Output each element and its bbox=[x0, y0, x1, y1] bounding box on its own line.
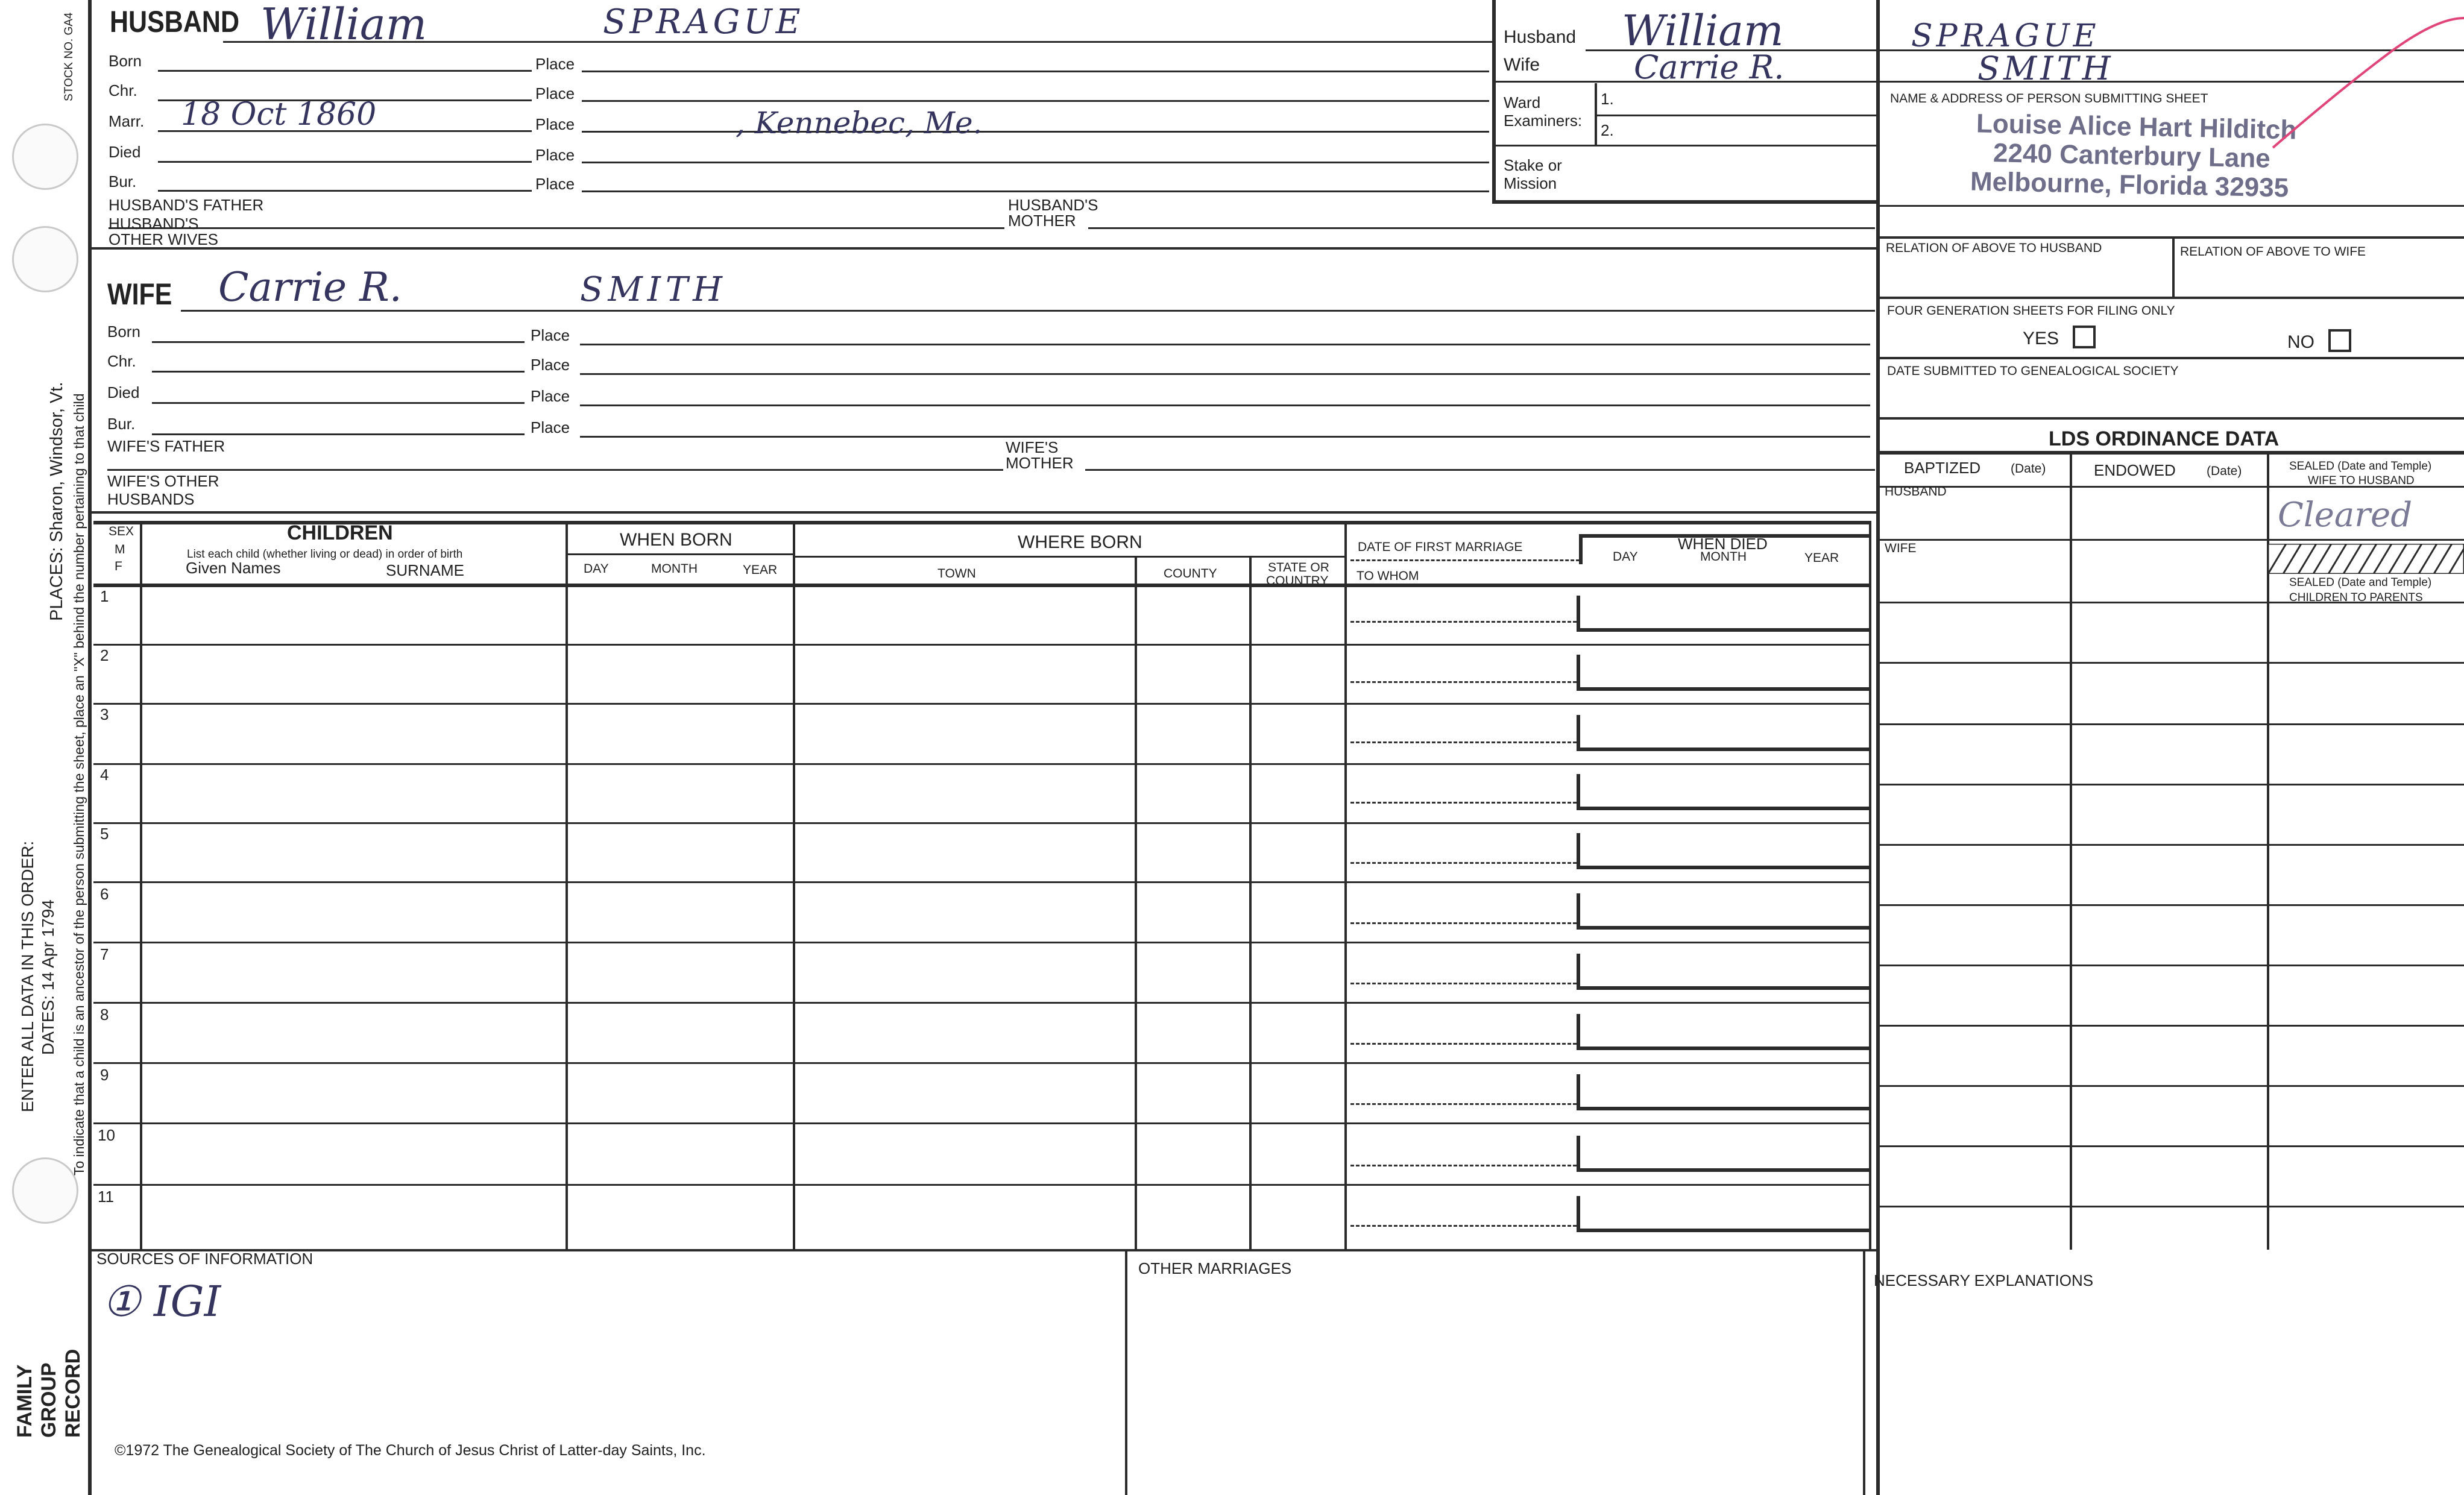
child-9-died-line bbox=[1577, 1107, 1869, 1110]
child-row-sep-6 bbox=[93, 942, 1869, 943]
child-number: 9 bbox=[100, 1066, 109, 1084]
husband-marr-place-line bbox=[582, 131, 1489, 133]
col-div-town bbox=[1135, 556, 1137, 1249]
child-row-sep-4 bbox=[93, 822, 1869, 824]
first-marriage-dash bbox=[1350, 559, 1580, 561]
child-number: 7 bbox=[100, 945, 109, 963]
child-8-died-line bbox=[1577, 1046, 1869, 1050]
child-7-died-line bbox=[1577, 986, 1869, 990]
husband-father-line bbox=[109, 227, 1004, 229]
husband-name-line bbox=[223, 41, 1492, 43]
wife-died-place-label: Place bbox=[531, 387, 570, 405]
husband-mother-label-2: MOTHER bbox=[1008, 212, 1076, 230]
date-submitted-label: DATE SUBMITTED TO GENEALOGICAL SOCIETY bbox=[1887, 364, 2179, 378]
other-marriages-label: OTHER MARRIAGES bbox=[1138, 1259, 1292, 1277]
husband-bur-label: Bur. bbox=[109, 172, 137, 190]
husband-section-bottom bbox=[88, 247, 1876, 250]
husband-marriage-place[interactable]: , Kennebec, Me. bbox=[736, 105, 983, 140]
no-checkbox[interactable] bbox=[2328, 329, 2351, 352]
child-6-to-whom-dash bbox=[1350, 922, 1577, 924]
child-11-died-box bbox=[1577, 1196, 1580, 1230]
ward-label: Ward bbox=[1504, 93, 1541, 112]
lds-header-bottom bbox=[1876, 486, 2464, 488]
child-number: 11 bbox=[98, 1188, 114, 1206]
wife-born-place-line bbox=[580, 344, 1870, 345]
died-month-label: MONTH bbox=[1700, 550, 1747, 564]
born-day-label: DAY bbox=[584, 562, 609, 576]
wife-mother-label-2: MOTHER bbox=[1006, 454, 1074, 472]
lds-title: LDS ORDINANCE DATA bbox=[2049, 427, 2280, 450]
lds-wife-label: WIFE bbox=[1885, 541, 1917, 555]
wife-given-name[interactable]: Carrie R. bbox=[218, 264, 402, 310]
wife-other-husbands-1: WIFE'S OTHER bbox=[107, 472, 219, 490]
children-surname: SURNAME bbox=[386, 561, 465, 579]
lds-sealed-label-2: WIFE TO HUSBAND bbox=[2308, 474, 2415, 487]
child-1-died-box bbox=[1577, 596, 1580, 629]
child-row-sep-5 bbox=[93, 881, 1869, 883]
husband-box-bottom-line bbox=[1492, 200, 1876, 204]
child-9-died-box bbox=[1577, 1074, 1580, 1108]
wife-born-date-line bbox=[152, 341, 525, 343]
four-gen-bottom bbox=[1876, 357, 2464, 359]
born-year-label: YEAR bbox=[743, 563, 778, 577]
lds-title-line bbox=[1876, 451, 2464, 455]
husband-died-place-line bbox=[582, 162, 1489, 163]
lds-child-row-6 bbox=[1876, 965, 2464, 966]
lds-child-row-7 bbox=[1876, 1025, 2464, 1027]
topright-wife-label: Wife bbox=[1504, 55, 1540, 75]
child-row-sep-10 bbox=[93, 1184, 1869, 1186]
wife-bur-place-label: Place bbox=[531, 418, 570, 436]
born-month-label: MONTH bbox=[651, 562, 698, 576]
form-left-border bbox=[88, 0, 92, 1495]
state-label-2: COUNTRY bbox=[1266, 574, 1329, 588]
examiner-2: 2. bbox=[1601, 121, 1614, 139]
lds-husband-label: HUSBAND bbox=[1885, 485, 1947, 499]
husband-given-name[interactable]: William bbox=[260, 0, 427, 49]
child-3-died-box bbox=[1577, 715, 1580, 749]
topright-wife-given[interactable]: Carrie R. bbox=[1634, 48, 1785, 86]
child-number: 3 bbox=[100, 705, 109, 723]
child-8-to-whom-dash bbox=[1350, 1043, 1577, 1045]
child-5-died-box bbox=[1577, 833, 1580, 867]
children-header-bottom bbox=[93, 584, 1869, 587]
lds-wife-row-bottom bbox=[1876, 602, 2464, 603]
wife-bur-date-line bbox=[152, 433, 525, 435]
husband-born-date-line bbox=[158, 70, 532, 72]
husband-chr-label: Chr. bbox=[109, 81, 137, 99]
husband-died-place-label: Place bbox=[535, 146, 575, 164]
lds-baptized-date: (Date) bbox=[2011, 462, 2046, 476]
died-day-label: DAY bbox=[1613, 550, 1638, 564]
wife-died-date-line bbox=[152, 402, 525, 404]
wife-mother-line bbox=[1085, 469, 1875, 471]
child-1-to-whom-dash bbox=[1350, 621, 1577, 623]
lds-endowed-date: (Date) bbox=[2207, 464, 2242, 478]
wife-mother-label-1: WIFE'S bbox=[1006, 438, 1059, 456]
husband-born-place-label: Place bbox=[535, 55, 575, 73]
topright-wife-surname[interactable]: SMITH bbox=[1977, 49, 2114, 87]
lds-hatched-block bbox=[2268, 544, 2464, 574]
child-10-to-whom-dash bbox=[1350, 1165, 1577, 1166]
town-label: TOWN bbox=[937, 567, 976, 581]
child-row-sep-2 bbox=[93, 703, 1869, 705]
wife-born-label: Born bbox=[107, 323, 140, 341]
child-number: 2 bbox=[100, 646, 109, 664]
dates-example: DATES: 14 Apr 1794 bbox=[39, 899, 57, 1055]
child-10-died-box bbox=[1577, 1136, 1580, 1169]
husband-marriage-date[interactable]: 18 Oct 1860 bbox=[181, 96, 377, 133]
col-div-right bbox=[1869, 521, 1871, 1249]
submitter-name: Louise Alice Hart Hilditch bbox=[1976, 109, 2297, 145]
husband-died-date-line bbox=[158, 161, 532, 163]
first-marriage-label: DATE OF FIRST MARRIAGE bbox=[1358, 540, 1523, 554]
explanations-label: NECESSARY EXPLANATIONS bbox=[1874, 1271, 2094, 1289]
when-died-box-left bbox=[1579, 534, 1583, 564]
wife-section-bottom bbox=[88, 511, 1876, 514]
child-row-sep-1 bbox=[93, 644, 1869, 646]
child-3-to-whom-dash bbox=[1350, 741, 1577, 743]
where-born-underline bbox=[793, 556, 1344, 558]
lds-col-divider-1 bbox=[2070, 451, 2072, 1250]
enter-order-note: ENTER ALL DATA IN THIS ORDER: bbox=[18, 840, 37, 1112]
lds-child-row-3 bbox=[1876, 784, 2464, 785]
stake-label-1: Stake or bbox=[1504, 156, 1562, 174]
child-5-died-line bbox=[1577, 866, 1869, 869]
date-submitted-bottom bbox=[1876, 417, 2464, 420]
ward-bottom-line bbox=[1492, 145, 1876, 146]
sources-label: SOURCES OF INFORMATION bbox=[96, 1250, 314, 1268]
sex-label-2: M bbox=[115, 543, 125, 556]
husband-bur-place-label: Place bbox=[535, 175, 575, 193]
child-2-died-line bbox=[1577, 687, 1869, 691]
child-row-sep-8 bbox=[93, 1062, 1869, 1064]
husband-born-place-line bbox=[582, 71, 1489, 72]
child-7-to-whom-dash bbox=[1350, 983, 1577, 984]
child-number: 8 bbox=[100, 1006, 109, 1024]
child-9-to-whom-dash bbox=[1350, 1103, 1577, 1105]
examiner-1: 1. bbox=[1601, 90, 1614, 108]
child-number: 1 bbox=[100, 587, 109, 605]
relation-wife-label: RELATION OF ABOVE TO WIFE bbox=[2180, 245, 2366, 259]
yes-checkbox[interactable] bbox=[2073, 326, 2096, 348]
wife-died-place-line bbox=[580, 404, 1870, 406]
relation-husband-label: RELATION OF ABOVE TO HUSBAND bbox=[1886, 241, 2102, 255]
lds-child-row-5 bbox=[1876, 904, 2464, 906]
child-6-died-line bbox=[1577, 926, 1869, 930]
child-8-died-box bbox=[1577, 1014, 1580, 1048]
wife-father-line bbox=[107, 469, 1003, 471]
husband-marr-label: Marr. bbox=[109, 112, 145, 130]
record-title-line2: GROUP bbox=[37, 1362, 60, 1438]
binder-hole-1 bbox=[12, 124, 78, 190]
col-div-sex bbox=[140, 521, 142, 1249]
child-number: 5 bbox=[100, 825, 109, 843]
topright-husband-surname[interactable]: SPRAGUE bbox=[1911, 18, 2100, 54]
lds-sealed-children-1: SEALED (Date and Temple) bbox=[2289, 576, 2432, 589]
lds-child-row-4 bbox=[1876, 844, 2464, 846]
binder-hole-3 bbox=[12, 1157, 78, 1224]
stake-label-2: Mission bbox=[1504, 174, 1557, 192]
stock-number: STOCK NO. GA4 bbox=[63, 12, 75, 101]
lds-child-row-2 bbox=[1876, 723, 2464, 725]
submitter-street: 2240 Canterbury Lane bbox=[1993, 138, 2271, 174]
child-11-died-line bbox=[1577, 1229, 1869, 1232]
submitter-bottom bbox=[1876, 236, 2464, 239]
to-whom-label: TO WHOM bbox=[1356, 569, 1419, 583]
wife-born-place-label: Place bbox=[531, 326, 570, 344]
pen-mark bbox=[2267, 0, 2464, 157]
child-7-died-box bbox=[1577, 954, 1580, 987]
died-year-label: YEAR bbox=[1804, 551, 1839, 565]
no-label: NO bbox=[2287, 332, 2314, 352]
wife-bur-label: Bur. bbox=[107, 415, 136, 433]
child-1-died-line bbox=[1577, 628, 1869, 632]
ancestor-x-note: To indicate that a child is an ancestor of the person submitting the sheet, place an "X" behind the number pertaining to that child bbox=[71, 393, 87, 1176]
wife-chr-label: Chr. bbox=[107, 352, 136, 370]
right-panel-border bbox=[1876, 0, 1880, 1495]
lds-baptized-label: BAPTIZED bbox=[1904, 459, 1981, 477]
child-2-died-box bbox=[1577, 655, 1580, 688]
husband-bur-place-line bbox=[582, 190, 1489, 192]
county-label: COUNTY bbox=[1164, 567, 1217, 581]
child-number: 10 bbox=[98, 1126, 115, 1144]
sex-label-3: F bbox=[115, 559, 122, 573]
children-given-names: Given Names bbox=[186, 559, 281, 577]
husband-heading: HUSBAND bbox=[110, 5, 239, 39]
wife-surname[interactable]: SMITH bbox=[580, 270, 728, 309]
bottom-divider-2 bbox=[1863, 1249, 1865, 1495]
child-row-sep-3 bbox=[93, 763, 1869, 765]
col-div-born bbox=[793, 521, 795, 1249]
when-born-underline bbox=[567, 553, 793, 555]
wife-chr-place-label: Place bbox=[531, 356, 570, 374]
wife-other-husbands-2: HUSBANDS bbox=[107, 490, 195, 508]
child-4-died-box bbox=[1577, 774, 1580, 808]
husband-chr-place-label: Place bbox=[535, 84, 575, 102]
wife-father-label: WIFE'S FATHER bbox=[107, 437, 225, 455]
wife-died-label: Died bbox=[107, 383, 140, 401]
relation-bottom bbox=[1876, 297, 2464, 299]
submitter-label: NAME & ADDRESS OF PERSON SUBMITTING SHEET bbox=[1890, 92, 2208, 105]
topright-husband-label: Husband bbox=[1504, 27, 1577, 47]
wife-chr-place-line bbox=[580, 373, 1870, 375]
lds-child-row-10 bbox=[1876, 1206, 2464, 1207]
child-row-sep-7 bbox=[93, 1002, 1869, 1004]
husband-born-label: Born bbox=[109, 52, 142, 70]
children-instructions: List each child (whether living or dead) in order of birth bbox=[187, 548, 463, 561]
record-title-line3: RECORD bbox=[61, 1349, 84, 1438]
examiners-label: Examiners: bbox=[1504, 112, 1583, 130]
husband-other-wives-label-2: OTHER WIVES bbox=[109, 230, 219, 248]
child-number: 4 bbox=[100, 766, 109, 784]
child-4-died-line bbox=[1577, 807, 1869, 810]
sex-label-1: SEX bbox=[109, 524, 134, 538]
topright-husband-given[interactable]: William bbox=[1622, 6, 1784, 55]
lds-sealed-children-2: CHILDREN TO PARENTS bbox=[2289, 591, 2423, 604]
wife-bur-place-line bbox=[580, 436, 1870, 438]
state-label-1: STATE OR bbox=[1268, 561, 1329, 574]
sources-value[interactable]: ① IGI bbox=[102, 1277, 221, 1326]
husband-chr-place-line bbox=[582, 100, 1489, 102]
wife-chr-date-line bbox=[152, 371, 525, 373]
husband-marr-place-label: Place bbox=[535, 115, 575, 133]
places-note: PLACES: Sharon, Windsor, Vt. bbox=[47, 382, 66, 621]
wife-heading: WIFE bbox=[107, 277, 172, 311]
child-row-sep-9 bbox=[93, 1122, 1869, 1124]
child-3-died-line bbox=[1577, 748, 1869, 751]
binder-hole-2 bbox=[12, 226, 78, 292]
husband-father-label: HUSBAND'S FATHER bbox=[109, 196, 264, 214]
child-4-to-whom-dash bbox=[1350, 802, 1577, 804]
child-6-died-box bbox=[1577, 893, 1580, 927]
relation-divider bbox=[2172, 238, 2175, 298]
examiner-1-line bbox=[1595, 115, 1876, 116]
lds-cleared: Cleared bbox=[2278, 496, 2413, 535]
child-5-to-whom-dash bbox=[1350, 862, 1577, 864]
husband-box-right-border bbox=[1492, 0, 1496, 202]
husband-mother-line bbox=[1088, 227, 1875, 229]
husband-other-wives-label-1: HUSBAND'S bbox=[109, 215, 199, 233]
when-died-box-top bbox=[1581, 534, 1869, 538]
husband-mother-label-1: HUSBAND'S bbox=[1008, 196, 1098, 214]
where-born-title: WHERE BORN bbox=[1018, 532, 1142, 552]
children-table-bottom bbox=[88, 1249, 1876, 1251]
record-title-line1: FAMILY bbox=[13, 1364, 36, 1438]
children-title: CHILDREN bbox=[287, 521, 393, 544]
child-11-to-whom-dash bbox=[1350, 1225, 1577, 1227]
child-number: 6 bbox=[100, 885, 109, 903]
when-born-title: WHEN BORN bbox=[620, 530, 733, 550]
wife-name-line bbox=[181, 310, 1875, 312]
four-gen-label: FOUR GENERATION SHEETS FOR FILING ONLY bbox=[1887, 304, 2175, 318]
husband-bur-date-line bbox=[158, 190, 532, 192]
submitter-line-1 bbox=[1876, 205, 2464, 207]
husband-died-label: Died bbox=[109, 143, 141, 161]
submitter-city: Melbourne, Florida 32935 bbox=[1970, 166, 2289, 203]
lds-child-row-1 bbox=[1876, 662, 2464, 664]
bottom-divider-1 bbox=[1125, 1249, 1127, 1495]
lds-child-row-9 bbox=[1876, 1145, 2464, 1147]
col-div-state bbox=[1344, 521, 1347, 1249]
when-died-title: WHEN DIED bbox=[1678, 535, 1768, 553]
lds-husband-row-bottom bbox=[1876, 539, 2464, 541]
col-div-name bbox=[566, 521, 568, 1249]
child-2-to-whom-dash bbox=[1350, 681, 1577, 683]
lds-child-row-8 bbox=[1876, 1085, 2464, 1087]
lds-endowed-label: ENDOWED bbox=[2094, 461, 2176, 479]
yes-label: YES bbox=[2023, 329, 2059, 348]
child-10-died-line bbox=[1577, 1168, 1869, 1172]
col-div-county bbox=[1249, 556, 1252, 1249]
lds-sealed-label-1: SEALED (Date and Temple) bbox=[2289, 460, 2432, 473]
copyright: ©1972 The Genealogical Society of The Church of Jesus Christ of Latter-day Saints, Inc. bbox=[115, 1442, 706, 1459]
husband-surname[interactable]: SPRAGUE bbox=[603, 2, 804, 42]
